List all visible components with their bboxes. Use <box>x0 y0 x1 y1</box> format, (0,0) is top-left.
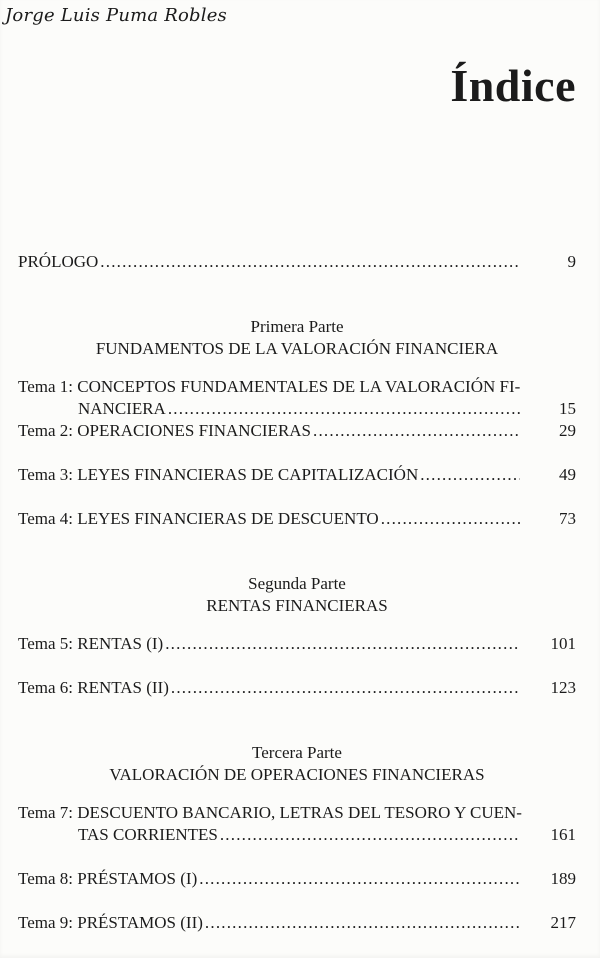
toc-entry-prologo <box>18 251 576 273</box>
page-number: 101 <box>550 634 576 653</box>
part-name: Primera Parte <box>250 317 344 336</box>
page-number: 217 <box>550 913 576 932</box>
table-of-contents <box>18 251 576 934</box>
page-number: 123 <box>550 678 576 697</box>
toc-entry-tema-7 <box>18 802 576 846</box>
entry-label: Tema 6: RENTAS (II) <box>18 678 169 697</box>
entry-label: Tema 4: LEYES FINANCIERAS DE DESCUENTO <box>18 509 379 528</box>
part-name: Segunda Parte <box>248 574 346 593</box>
part-heading-segunda <box>18 573 576 617</box>
part-subtitle: VALORACIÓN DE OPERACIONES FINANCIERAS <box>109 765 485 784</box>
page-number: 49 <box>559 465 576 484</box>
toc-entry-tema-1 <box>18 376 576 420</box>
dot-leader <box>313 420 520 442</box>
dot-leader <box>168 398 520 420</box>
entry-line-2: NANCIERA <box>78 399 166 418</box>
dot-leader <box>420 464 520 486</box>
dot-leader <box>199 868 520 890</box>
page-number: 29 <box>559 421 576 440</box>
part-name: Tercera Parte <box>252 743 342 762</box>
toc-entry-tema-4 <box>18 508 576 530</box>
dot-leader <box>205 912 520 934</box>
toc-entry-tema-6 <box>18 677 576 699</box>
toc-entry-tema-8 <box>18 868 576 890</box>
entry-label: Tema 2: OPERACIONES FINANCIERAS <box>18 421 312 440</box>
part-subtitle: FUNDAMENTOS DE LA VALORACIÓN FINANCIERA <box>95 339 499 358</box>
entry-label: Tema 3: LEYES FINANCIERAS DE CAPITALIZACIÓN <box>18 465 419 484</box>
toc-entry-tema-2 <box>18 420 576 442</box>
part-heading-tercera <box>18 742 576 786</box>
entry-label: Tema 9: PRÉSTAMOS (II) <box>18 913 203 932</box>
part-entries-tercera <box>18 802 576 934</box>
dot-leader <box>100 251 520 273</box>
author-header: Jorge Luis Puma Robles <box>5 5 227 26</box>
page-number: 15 <box>559 399 576 418</box>
page-number: 9 <box>567 252 576 271</box>
part-heading-primera <box>18 316 576 360</box>
dot-leader <box>171 677 520 699</box>
entry-line-1: Tema 7: DESCUENTO BANCARIO, LETRAS DEL TESORO Y CUEN- <box>18 803 522 822</box>
page-number: 189 <box>550 869 576 888</box>
part-entries-segunda <box>18 633 576 699</box>
page-number: 73 <box>559 509 576 528</box>
page-title: Índice <box>450 60 576 111</box>
entry-label: Tema 5: RENTAS (I) <box>18 634 164 653</box>
part-subtitle: RENTAS FINANCIERAS <box>206 596 388 615</box>
toc-entry-tema-9 <box>18 912 576 934</box>
toc-entry-tema-3 <box>18 464 576 486</box>
entry-label: Tema 8: PRÉSTAMOS (I) <box>18 869 198 888</box>
page-number: 161 <box>550 825 576 844</box>
entry-line-1: Tema 1: CONCEPTOS FUNDAMENTALES DE LA VALORACIÓN FI- <box>18 377 521 396</box>
part-entries-primera <box>18 376 576 530</box>
toc-entry-tema-5 <box>18 633 576 655</box>
entry-line-2: TAS CORRIENTES <box>78 825 218 844</box>
dot-leader <box>381 508 520 530</box>
entry-label: PRÓLOGO <box>18 252 99 271</box>
dot-leader <box>220 824 520 846</box>
dot-leader <box>165 633 520 655</box>
